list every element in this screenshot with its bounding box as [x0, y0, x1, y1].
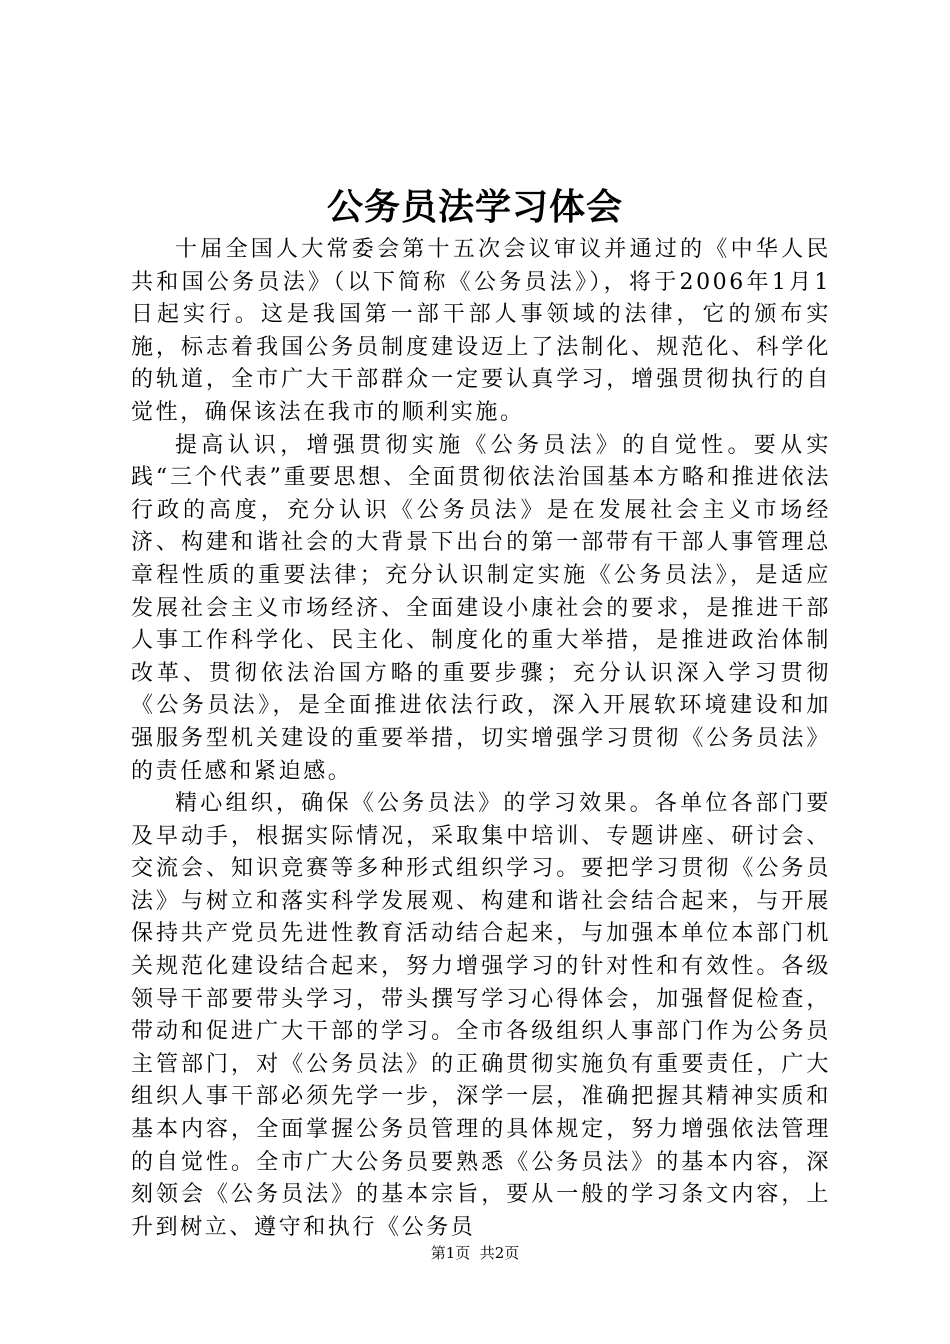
page-number-label: 第1页 共2页	[430, 1244, 520, 1262]
document-title: 公务员法学习体会	[326, 186, 623, 228]
paragraph-intro: 十届全国人大常委会第十五次会议审议并通过的《中华人民共和国公务员法》（以下简称《公务员法》），将于2006年1月1日起实行。这是我国第一部干部人事领域的法律，它的颁布实施，标志着我国公务员制度建设迈上了法制化、规范化、科学化的轨道，全市广大干部群众一定要认真学习，增强贯彻执行的自觉性，确保该法在我市的顺利实施。	[131, 237, 831, 425]
page-footer	[0, 1243, 950, 1263]
paragraph-organization: 精心组织，确保《公务员法》的学习效果。各单位各部门要及早动手，根据实际情况，采取集中培训、专题讲座、研讨会、交流会、知识竞赛等多种形式组织学习。要把学习贯彻《公务员法》与树立和落实科学发展观、构建和谐社会结合起来，与开展保持共产党员先进性教育活动结合起来，与加强本单位本部门机关规范化建设结合起来，努力增强学习的针对性和有效性。各级领导干部要带头学习，带头撰写学习心得体会，加强督促检查，带动和促进广大干部的学习。全市各级组织人事部门作为公务员主管部门，对《公务员法》的正确贯彻实施负有重要责任，广大组织人事干部必须先学一步，深学一层，准确把握其精神实质和基本内容，全面掌握公务员管理的具体规定，努力增强依法管理的自觉性。全市广大公务员要熟悉《公务员法》的基本内容，深刻领会《公务员法》的基本宗旨，要从一般的学习条文内容，上升到树立、遵守和执行《公务员	[131, 791, 831, 1240]
document-body	[131, 234, 831, 1244]
paragraph-awareness: 提高认识，增强贯彻实施《公务员法》的自觉性。要从实践“三个代表”重要思想、全面贯彻依法治国基本方略和推进依法行政的高度，充分认识《公务员法》是在发展社会主义市场经济、构建和谐社会的大背景下出台的第一部带有干部人事管理总章程性质的重要法律；充分认识制定实施《公务员法》，是适应发展社会主义市场经济、全面建设小康社会的要求，是推进干部人事工作科学化、民主化、制度化的重大举措，是推进政治体制改革、贯彻依法治国方略的重要步骤；充分认识深入学习贯彻《公务员法》，是全面推进依法行政，深入开展软环境建设和加强服务型机关建设的重要举措，切实增强学习贯彻《公务员法》的责任感和紧迫感。	[131, 432, 831, 784]
